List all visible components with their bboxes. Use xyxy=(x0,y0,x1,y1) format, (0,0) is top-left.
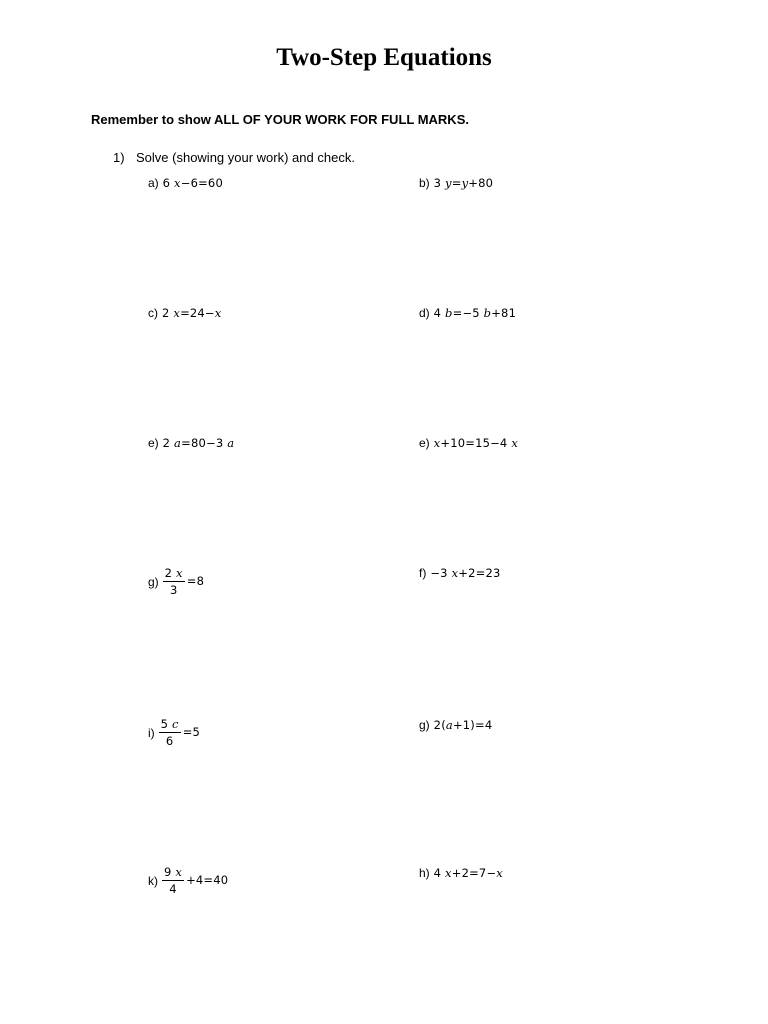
equation: 4 b=−5 b+81 xyxy=(433,306,517,320)
problem-label: i) xyxy=(148,725,155,740)
equation: $\frac{9 x}{4}$ +4=40 xyxy=(164,865,229,896)
fraction: $\frac{5 c}{6}$ xyxy=(160,717,179,748)
problem-i xyxy=(148,717,200,748)
fraction: $\frac{2 x}{3}$ xyxy=(164,566,183,597)
question-number: 1) xyxy=(113,150,125,165)
equation: 2(a+1)=4 xyxy=(433,718,493,732)
equation: $\frac{5 c}{6}$ =5 xyxy=(160,717,201,748)
equation: x+10=15−4 x xyxy=(433,436,518,450)
problem-e-left xyxy=(148,436,234,450)
problem-label: e) xyxy=(419,436,430,450)
problem-label: e) xyxy=(148,436,159,450)
equation: 3 y=y+80 xyxy=(433,176,494,190)
problem-d xyxy=(419,306,516,320)
equation: −3 x+2=23 xyxy=(430,566,501,580)
problem-label: g) xyxy=(148,574,159,589)
problem-label: k) xyxy=(148,873,158,888)
problem-label: a) xyxy=(148,176,159,190)
problem-k xyxy=(148,865,228,896)
equation: 2 x=24−x xyxy=(162,306,222,320)
instruction-text: Remember to show ALL OF YOUR WORK FOR FULL MARKS. xyxy=(91,112,469,127)
problem-g-right xyxy=(419,718,492,732)
problem-f xyxy=(419,566,500,580)
equation: 6 x−6=60 xyxy=(162,176,223,190)
question-1 xyxy=(113,150,355,165)
problem-g-left xyxy=(148,566,204,597)
fraction: $\frac{9 x}{4}$ xyxy=(164,865,183,896)
question-text: Solve (showing your work) and check. xyxy=(136,150,355,165)
equation: 4 x+2=7−x xyxy=(433,866,503,880)
equation: 2 a=80−3 a xyxy=(162,436,235,450)
problem-label: b) xyxy=(419,176,430,190)
problem-b xyxy=(419,176,493,190)
problem-label: f) xyxy=(419,566,427,580)
equation: $\frac{2 x}{3}$ =8 xyxy=(164,566,205,597)
problem-label: c) xyxy=(148,306,158,320)
problem-label: h) xyxy=(419,866,430,880)
problem-label: d) xyxy=(419,306,430,320)
problem-label: g) xyxy=(419,718,430,732)
problem-c xyxy=(148,306,221,320)
problem-e-right xyxy=(419,436,518,450)
page-title: Two-Step Equations xyxy=(276,44,492,71)
problem-h xyxy=(419,866,503,880)
problem-a xyxy=(148,176,223,190)
